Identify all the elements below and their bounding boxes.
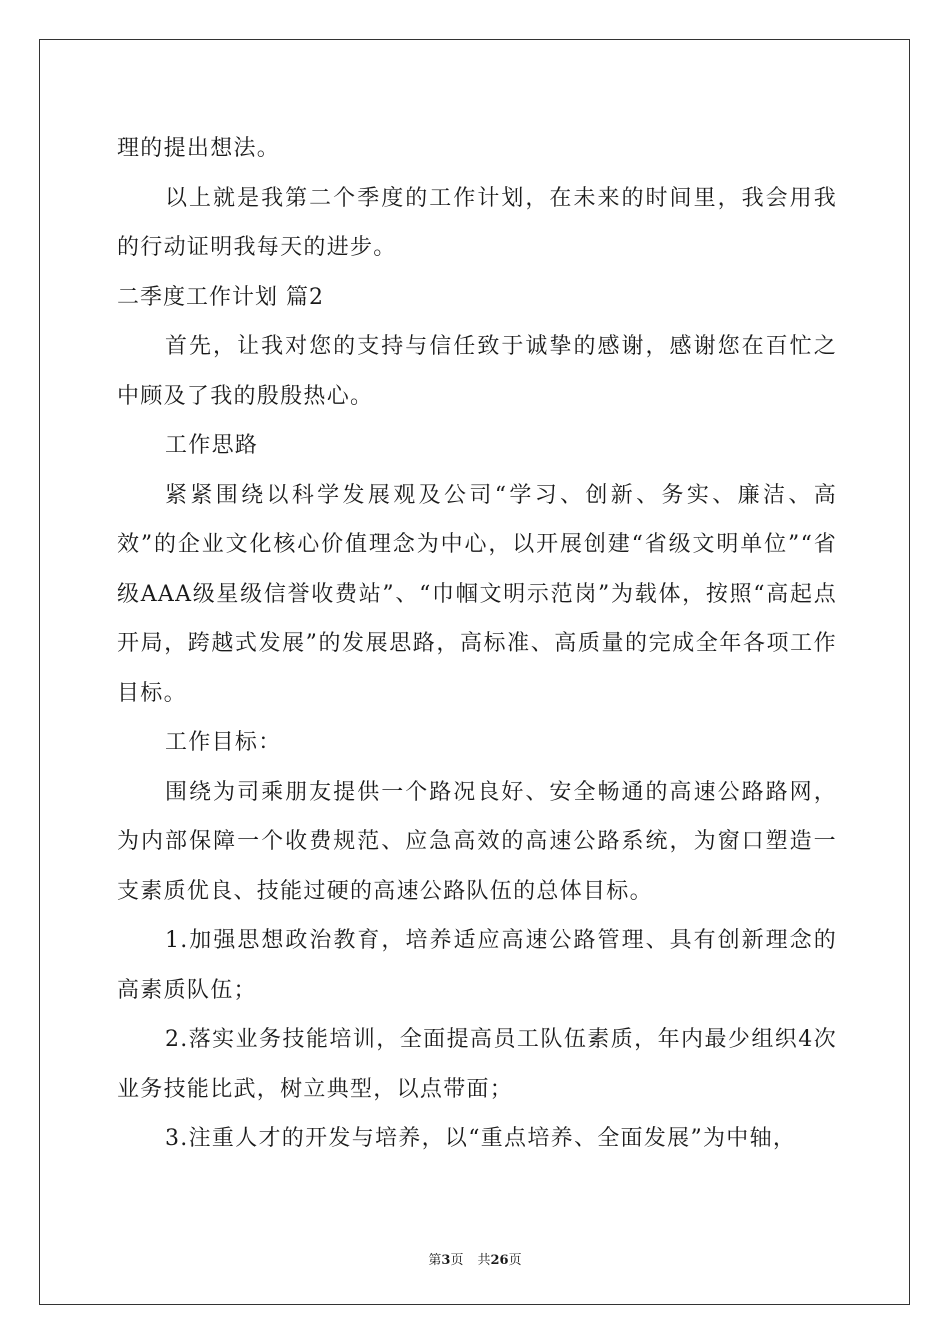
- page-footer: [0, 1249, 950, 1268]
- footer-page-unit: 页: [450, 1253, 464, 1268]
- paragraph: 以上就是我第二个季度的工作计划，在未来的时间里，我会用我的行动证明我每天的进步。: [117, 185, 837, 260]
- section-heading: 二季度工作计划 篇2: [117, 284, 324, 310]
- footer-total-prefix: 共: [477, 1253, 491, 1268]
- subheading: 工作目标：: [165, 730, 282, 755]
- footer-total-unit: 页: [508, 1253, 522, 1268]
- paragraph: 紧紧围绕以科学发展观及公司“学习、创新、务实、廉洁、高效”的企业文化核心价值理念为中心，以开展创建“省级文明单位”“省级AAA级星级信誉收费站”、“巾帼文明示范岗”为载体，按照“高起点开局，跨越式发展”的发展思路，高标准、高质量的完成全年各项工作目标。: [117, 482, 837, 706]
- current-page-number: 3: [441, 1253, 451, 1268]
- paragraph: 理的提出想法。: [117, 136, 281, 161]
- subheading: 工作思路: [165, 433, 259, 458]
- list-item: 1.加强思想政治教育，培养适应高速公路管理、具有创新理念的高素质队伍；: [117, 928, 837, 1003]
- list-item: 3.注重人才的开发与培养，以“重点培养、全面发展”为中轴，: [165, 1126, 797, 1151]
- paragraph: 首先，让我对您的支持与信任致于诚挚的感谢，感谢您在百忙之中顾及了我的殷殷热心。: [117, 334, 837, 409]
- paragraph: 围绕为司乘朋友提供一个路况良好、安全畅通的高速公路路网，为内部保障一个收费规范、应急高效的高速公路系统，为窗口塑造一支素质优良、技能过硬的高速公路队伍的总体目标。: [117, 779, 837, 904]
- list-item: 2.落实业务技能培训，全面提高员工队伍素质，年内最少组织4次业务技能比武，树立典型，以点带面；: [117, 1027, 837, 1102]
- footer-prefix: 第: [428, 1253, 442, 1268]
- total-page-count: 26: [490, 1253, 509, 1268]
- document-body: [117, 124, 837, 1164]
